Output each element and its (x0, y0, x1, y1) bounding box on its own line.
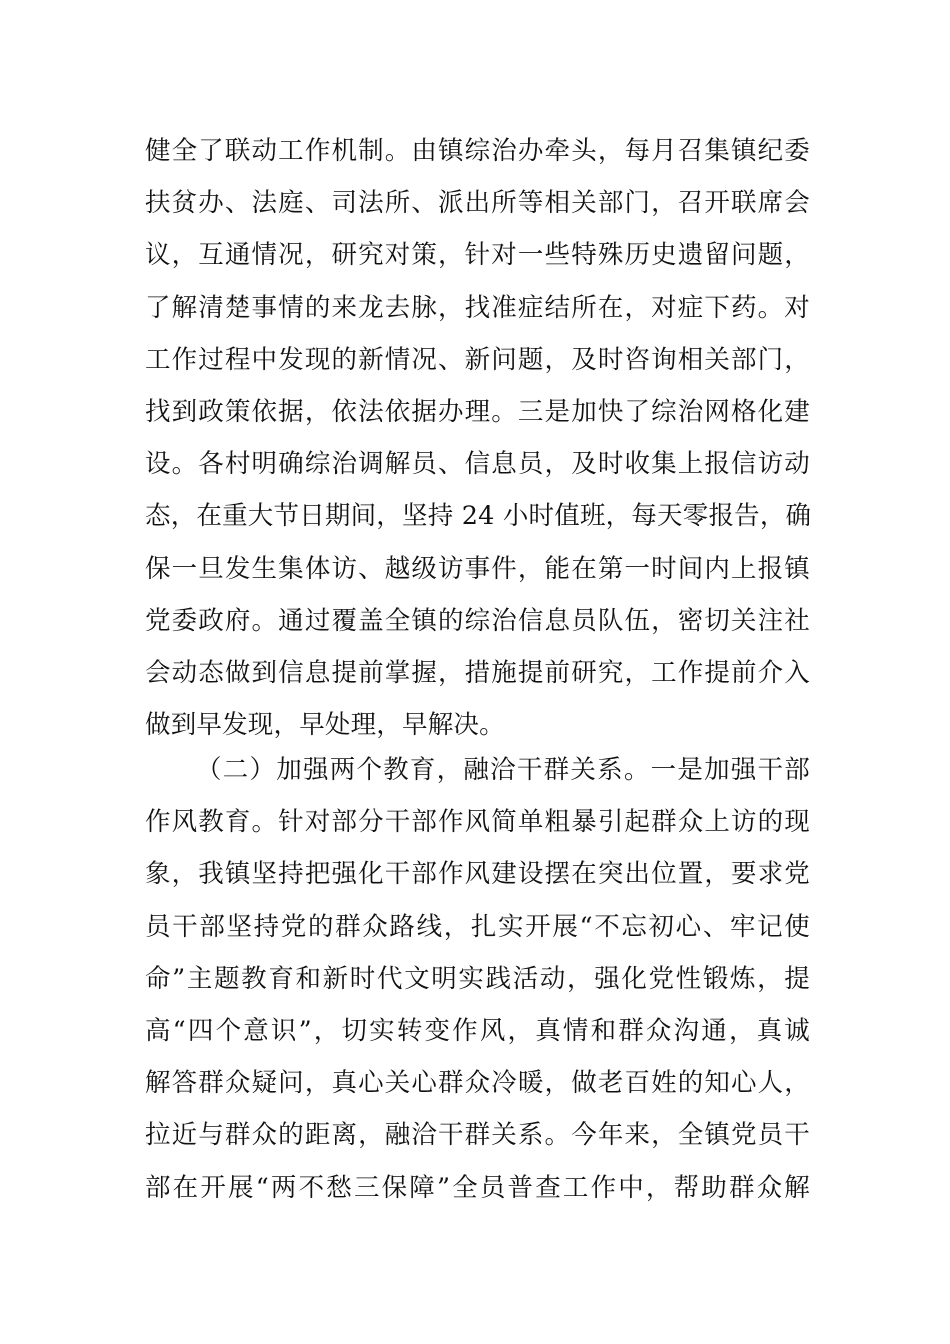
paragraph-line: 找到政策依据，依法依据办理。三是加快了综治网格化建 (145, 396, 810, 427)
paragraph-line: 作风教育。针对部分干部作风简单粗暴引起群众上访的现 (145, 807, 810, 838)
paragraph-line: 拉近与群众的距离，融洽干群关系。今年来，全镇党员干 (145, 1120, 810, 1151)
paragraph-line: 设。各村明确综治调解员、信息员，及时收集上报信访动 (145, 449, 810, 480)
paragraph-line: 党委政府。通过覆盖全镇的综治信息员队伍，密切关注社 (145, 605, 810, 636)
paragraph-line-indented: （二）加强两个教育，融洽干群关系。一是加强干部 (196, 755, 810, 785)
paragraph-line: 命”主题教育和新时代文明实践活动，强化党性锻炼，提 (145, 963, 810, 994)
paragraph-line: 解答群众疑问，真心关心群众冷暖，做老百姓的知心人， (145, 1068, 810, 1099)
paragraph-line: 保一旦发生集体访、越级访事件，能在第一时间内上报镇 (145, 553, 810, 584)
paragraph-2 (145, 744, 810, 1214)
paragraph-line: 扶贫办、法庭、司法所、派出所等相关部门，召开联席会 (145, 188, 810, 219)
paragraph-line: 高“四个意识”，切实转变作风，真情和群众沟通，真诚 (145, 1015, 810, 1046)
paragraph-line: 了解清楚事情的来龙去脉，找准症结所在，对症下药。对 (145, 292, 810, 323)
paragraph-line: 议，互通情况，研究对策，针对一些特殊历史遗留问题， (145, 240, 810, 271)
paragraph-line: 员干部坚持党的群众路线，扎实开展“不忘初心、牢记使 (145, 911, 810, 942)
paragraph-line: 工作过程中发现的新情况、新问题，及时咨询相关部门， (145, 344, 810, 375)
paragraph-line: 会动态做到信息提前掌握，措施提前研究，工作提前介入 (145, 657, 810, 688)
paragraph-line: 态，在重大节日期间，坚持 24 小时值班，每天零报告，确 (145, 501, 812, 532)
paragraph-1 (145, 125, 810, 751)
paragraph-line: 部在开展“两不愁三保障”全员普查工作中，帮助群众解 (145, 1172, 810, 1203)
paragraph-line: 做到早发现，早处理，早解决。 (145, 710, 505, 741)
paragraph-line: 象，我镇坚持把强化干部作风建设摆在突出位置，要求党 (145, 859, 810, 890)
paragraph-line: 健全了联动工作机制。由镇综治办牵头，每月召集镇纪委 (145, 136, 810, 166)
